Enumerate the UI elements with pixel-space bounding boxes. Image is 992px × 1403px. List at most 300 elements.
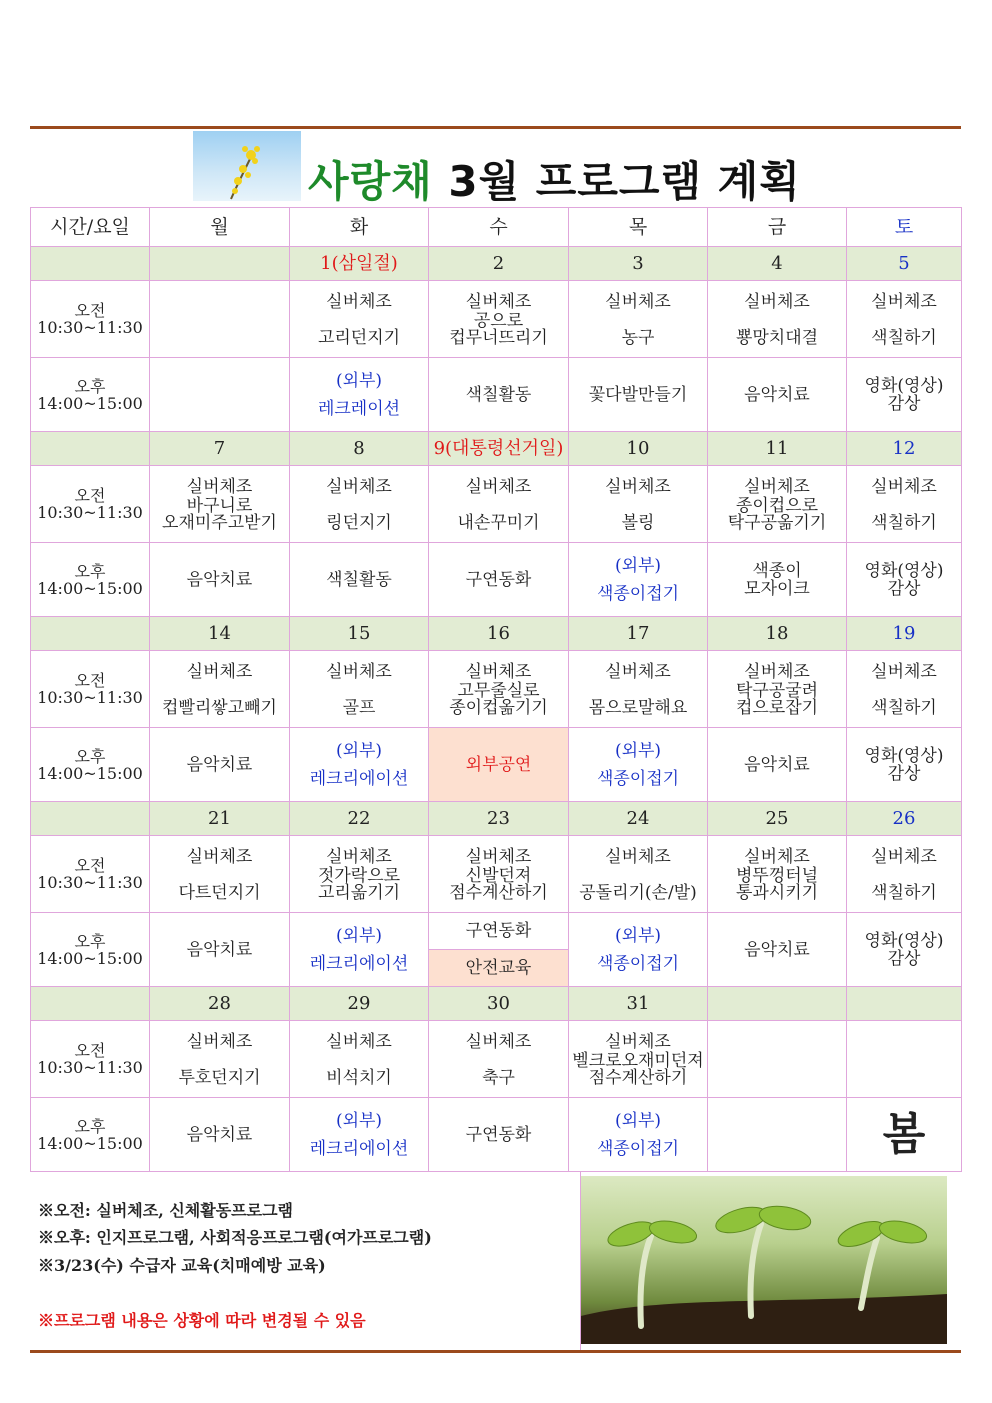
activity-line: 몸으로말해요	[588, 698, 688, 718]
date-cell: 28	[150, 987, 290, 1021]
activity-exercise: 실버체조	[871, 662, 937, 682]
activity-name	[178, 1070, 260, 1087]
activity-exercise: 실버체조	[186, 477, 253, 497]
morning-cell-content	[429, 289, 568, 349]
external-activity-line: 색종이접기	[596, 953, 680, 974]
bottom-rule	[30, 1350, 961, 1353]
morning-cell-content	[569, 1029, 707, 1089]
afternoon-cell	[708, 358, 847, 432]
morning-cell-content	[429, 844, 568, 904]
morning-row	[31, 281, 962, 358]
external-activity-line: (외부)	[335, 1110, 383, 1131]
external-activity-line: (외부)	[614, 555, 662, 576]
morning-cell	[569, 1021, 708, 1098]
date-cell: 12	[847, 432, 962, 466]
morning-cell	[290, 651, 429, 728]
date-row-label	[31, 987, 150, 1021]
header	[30, 129, 961, 207]
morning-cell	[847, 651, 962, 728]
activity-exercise: 실버체조	[871, 847, 937, 867]
activity-name	[871, 330, 937, 347]
afternoon-cell	[847, 543, 962, 617]
time-label-line: 14:00~15:00	[37, 1133, 143, 1153]
time-label-line: 오전	[74, 671, 106, 690]
column-header: 월	[150, 208, 290, 247]
activity-exercise: 실버체조	[326, 847, 392, 867]
activity-line: 신발던져	[465, 866, 532, 886]
afternoon-cell	[708, 543, 847, 617]
date-cell: 29	[290, 987, 429, 1021]
activity-exercise: 실버체조	[465, 477, 532, 497]
afternoon-cell	[569, 728, 708, 802]
morning-cell-content	[429, 659, 568, 719]
afternoon-activity-line: 영화(영상)	[864, 745, 944, 766]
external-activity-line: (외부)	[335, 370, 383, 391]
time-label-line: 오전	[74, 1041, 106, 1060]
morning-cell-content	[290, 289, 428, 349]
activity-name	[162, 700, 277, 717]
morning-time-label	[31, 466, 150, 543]
activity-exercise: 실버체조	[744, 662, 810, 682]
morning-cell-content	[847, 289, 961, 349]
time-label-line: 오전	[74, 856, 106, 875]
morning-cell	[429, 1021, 569, 1098]
afternoon-activity-line: 모자이크	[744, 578, 810, 599]
activity-line: 탁구공굴려	[735, 681, 819, 701]
activity-exercise: 실버체조	[465, 1032, 532, 1052]
date-cell: 15	[290, 617, 429, 651]
afternoon-cell	[847, 913, 962, 987]
activity-name	[326, 515, 392, 532]
date-cell: 25	[708, 802, 847, 836]
morning-cell	[569, 466, 708, 543]
afternoon-activity-line: 구연동화	[465, 569, 532, 590]
activity-line: 컵빨리쌓고빼기	[162, 698, 277, 718]
morning-cell	[569, 281, 708, 358]
morning-cell	[150, 466, 290, 543]
morning-cell	[429, 281, 569, 358]
external-activity-line: (외부)	[614, 1110, 662, 1131]
date-cell: 23	[429, 802, 569, 836]
external-activity-line: 색종이접기	[596, 768, 680, 789]
afternoon-activity-line: 음악치료	[186, 939, 253, 960]
activity-line: 젓가락으로	[317, 866, 401, 886]
activity-line: 공돌리기(손/발)	[579, 883, 697, 903]
activity-name	[318, 868, 400, 902]
afternoon-cell	[429, 913, 569, 987]
afternoon-row	[31, 913, 962, 987]
title-rest: 3월 프로그램 계획	[432, 157, 801, 206]
activity-line: 종이컵옮기기	[449, 698, 548, 718]
afternoon-cell	[569, 358, 708, 432]
afternoon-activity-line: 영화(영상)	[864, 375, 944, 396]
activity-exercise: 실버체조	[605, 1032, 671, 1052]
morning-cell	[429, 466, 569, 543]
time-label-line: 오후	[74, 746, 106, 766]
activity-line: 색칠하기	[871, 883, 937, 903]
activity-line: 점수계산하기	[588, 1068, 688, 1088]
afternoon-cell	[429, 543, 569, 617]
activity-name	[449, 313, 548, 347]
activity-line: 오재미주고받기	[162, 513, 277, 533]
title-brand: 사랑채	[308, 157, 433, 206]
time-label-line: 10:30~11:30	[37, 873, 143, 892]
activity-line: 내손꾸미기	[457, 513, 540, 533]
activity-name	[871, 515, 937, 532]
external-activity-line: 색종이접기	[596, 1138, 680, 1159]
date-cell: 14	[150, 617, 290, 651]
morning-cell	[708, 281, 847, 358]
afternoon-cell	[569, 543, 708, 617]
activity-line: 볼링	[621, 513, 655, 533]
date-row	[31, 247, 962, 281]
activity-exercise: 실버체조	[744, 292, 810, 312]
afternoon-activity-highlight: 안전교육	[429, 950, 568, 986]
date-cell: 24	[569, 802, 708, 836]
date-row-label	[31, 802, 150, 836]
morning-cell-content	[569, 659, 707, 719]
time-label-line: 10:30~11:30	[37, 503, 143, 522]
time-label-line: 오전	[74, 301, 106, 320]
activity-name	[572, 1053, 703, 1087]
morning-cell-content	[429, 474, 568, 534]
morning-row	[31, 1021, 962, 1098]
activity-name	[178, 885, 260, 902]
afternoon-cell	[290, 358, 429, 432]
morning-cell	[150, 836, 290, 913]
activity-line: 바구니로	[186, 496, 253, 516]
morning-cell-content	[150, 1029, 289, 1089]
date-cell: 18	[708, 617, 847, 651]
external-activity-line: 레크리에이션	[309, 953, 409, 974]
afternoon-cell	[569, 913, 708, 987]
date-cell: 21	[150, 802, 290, 836]
activity-name	[589, 700, 688, 717]
morning-cell	[150, 281, 290, 358]
activity-line: 비석치기	[326, 1068, 392, 1088]
morning-cell-content	[150, 844, 289, 904]
activity-name	[449, 868, 548, 902]
afternoon-cell	[708, 1098, 847, 1172]
column-header: 화	[290, 208, 429, 247]
activity-line: 고리던지기	[317, 328, 401, 348]
column-header: 금	[708, 208, 847, 247]
morning-cell-content	[708, 289, 846, 349]
morning-cell	[429, 836, 569, 913]
morning-cell	[429, 651, 569, 728]
morning-time-label	[31, 836, 150, 913]
morning-cell-content	[290, 1029, 428, 1089]
activity-exercise: 실버체조	[744, 477, 810, 497]
external-activity-line: 레크리에이션	[309, 1138, 409, 1159]
afternoon-cell	[847, 358, 962, 432]
afternoon-cell	[150, 1098, 290, 1172]
header-row	[31, 208, 962, 247]
activity-exercise: 실버체조	[605, 662, 671, 682]
morning-cell-content	[847, 844, 961, 904]
afternoon-activity-line: 영화(영상)	[864, 560, 944, 581]
morning-cell-content	[708, 659, 846, 719]
date-cell: 22	[290, 802, 429, 836]
activity-name	[326, 1070, 392, 1087]
activity-name	[736, 330, 818, 347]
date-cell: 4	[708, 247, 847, 281]
morning-cell	[708, 1021, 847, 1098]
morning-cell	[569, 651, 708, 728]
afternoon-activity-line: 음악치료	[186, 754, 253, 775]
morning-cell-content	[569, 289, 707, 349]
date-cell: 10	[569, 432, 708, 466]
afternoon-activity-line: 감상	[887, 948, 921, 969]
afternoon-row	[31, 358, 962, 432]
time-label-line: 14:00~15:00	[37, 578, 143, 598]
activity-line: 탁구공옮기기	[727, 513, 827, 533]
external-activity-line: 레크레이션	[317, 398, 401, 419]
date-cell: 19	[847, 617, 962, 651]
activity-line: 뿅망치대결	[735, 328, 819, 348]
morning-time-label	[31, 651, 150, 728]
activity-line: 농구	[621, 328, 655, 348]
morning-cell-content	[708, 844, 846, 904]
activity-exercise: 실버체조	[871, 292, 937, 312]
activity-name	[343, 700, 376, 717]
time-label-line: 오후	[74, 561, 106, 581]
afternoon-activity-line: 영화(영상)	[864, 930, 944, 951]
column-header: 수	[429, 208, 569, 247]
external-activity-line: (외부)	[335, 740, 383, 761]
morning-cell-content	[150, 474, 289, 534]
time-label-line: 14:00~15:00	[37, 948, 143, 968]
date-cell	[150, 247, 290, 281]
afternoon-cell	[290, 1098, 429, 1172]
activity-line: 링던지기	[326, 513, 392, 533]
morning-row	[31, 651, 962, 728]
activity-exercise: 실버체조	[465, 847, 532, 867]
morning-cell-content	[290, 844, 428, 904]
afternoon-activity-line: 음악치료	[744, 939, 810, 960]
date-cell: 2	[429, 247, 569, 281]
activity-exercise: 실버체조	[326, 662, 392, 682]
afternoon-cell	[847, 728, 962, 802]
time-label-line: 10:30~11:30	[37, 688, 143, 707]
afternoon-activity-line: 감상	[887, 393, 921, 414]
afternoon-cell	[290, 728, 429, 802]
afternoon-cell	[708, 913, 847, 987]
activity-exercise: 실버체조	[326, 477, 392, 497]
date-cell: 31	[569, 987, 708, 1021]
external-activity-line: (외부)	[335, 925, 383, 946]
date-row	[31, 432, 962, 466]
time-label-line: 오전	[74, 486, 106, 505]
afternoon-activity-line: 색칠활동	[326, 569, 392, 590]
afternoon-activity-line: 색칠활동	[465, 384, 532, 405]
morning-cell	[569, 836, 708, 913]
activity-name	[622, 515, 655, 532]
afternoon-activity-line: 감상	[887, 763, 921, 784]
date-cell: 30	[429, 987, 569, 1021]
afternoon-time-label	[31, 543, 150, 617]
note-warning: ※프로그램 내용은 상황에 따라 변경될 수 있음	[38, 1311, 366, 1330]
date-cell: 9(대통령선거일)	[429, 432, 569, 466]
morning-cell-content	[290, 659, 428, 719]
date-row-label	[31, 617, 150, 651]
date-cell: 11	[708, 432, 847, 466]
activity-exercise: 실버체조	[605, 292, 671, 312]
activity-name	[622, 330, 655, 347]
morning-cell	[290, 1021, 429, 1098]
date-row-label	[31, 432, 150, 466]
column-header: 목	[569, 208, 708, 247]
date-cell: 17	[569, 617, 708, 651]
sprout-photo	[581, 1176, 947, 1344]
afternoon-cell	[150, 913, 290, 987]
morning-cell-content	[847, 474, 961, 534]
date-cell: 8	[290, 432, 429, 466]
morning-cell-content	[290, 474, 428, 534]
date-cell: 16	[429, 617, 569, 651]
morning-row	[31, 836, 962, 913]
afternoon-time-label	[31, 728, 150, 802]
activity-line: 컵으로잡기	[735, 698, 819, 718]
afternoon-cell	[429, 358, 569, 432]
date-cell: 5	[847, 247, 962, 281]
afternoon-time-label	[31, 358, 150, 432]
time-label-line: 14:00~15:00	[37, 393, 143, 413]
activity-line: 투호던지기	[178, 1068, 261, 1088]
external-activity-line: 레크리에이션	[309, 768, 409, 789]
activity-line: 색칠하기	[871, 328, 937, 348]
date-cell	[847, 987, 962, 1021]
forsythia-photo	[193, 131, 301, 201]
activity-line: 골프	[342, 698, 376, 718]
morning-cell	[150, 651, 290, 728]
morning-cell	[290, 281, 429, 358]
morning-time-label	[31, 1021, 150, 1098]
morning-cell	[847, 836, 962, 913]
activity-name	[871, 885, 937, 902]
activity-exercise: 실버체조	[605, 847, 671, 867]
activity-line: 공으로	[473, 311, 524, 331]
morning-cell	[290, 836, 429, 913]
activity-exercise: 실버체조	[465, 292, 532, 312]
column-header: 시간/요일	[31, 208, 150, 247]
page-title	[308, 149, 801, 209]
date-row-label	[31, 247, 150, 281]
activity-name	[728, 498, 827, 532]
activity-line: 통과시키기	[735, 883, 819, 903]
activity-line: 병뚜껑터널	[735, 866, 819, 886]
afternoon-activity-line: 색종이	[752, 560, 802, 581]
activity-name	[482, 1070, 515, 1087]
activity-line: 색칠하기	[871, 698, 937, 718]
morning-cell-content	[569, 844, 707, 904]
activity-name	[457, 515, 539, 532]
activity-exercise: 실버체조	[186, 847, 253, 867]
activity-exercise: 실버체조	[186, 662, 253, 682]
activity-line: 축구	[482, 1068, 515, 1088]
activity-line: 점수계산하기	[449, 883, 548, 903]
spring-calligraphy: 봄	[882, 1108, 926, 1160]
afternoon-cell	[429, 1098, 569, 1172]
external-activity-line: (외부)	[614, 740, 662, 761]
morning-cell	[847, 1021, 962, 1098]
afternoon-activity-line: 감상	[887, 578, 921, 599]
date-row	[31, 987, 962, 1021]
note-education: ※3/23(수) 수급자 교육(치매예방 교육)	[38, 1256, 326, 1275]
activity-exercise: 실버체조	[326, 292, 392, 312]
afternoon-time-label	[31, 1098, 150, 1172]
note-morning: ※오전: 실버체조, 신체활동프로그램	[38, 1201, 294, 1220]
afternoon-cell	[150, 728, 290, 802]
afternoon-activity: 구연동화	[429, 913, 568, 950]
date-row	[31, 802, 962, 836]
notes-panel	[30, 1172, 581, 1350]
afternoon-activity-line: 꽃다발만들기	[588, 384, 688, 405]
date-cell: 26	[847, 802, 962, 836]
activity-line: 종이컵으로	[735, 496, 819, 516]
activity-name	[449, 683, 548, 717]
afternoon-activity-line: 음악치료	[186, 569, 253, 590]
activity-name	[736, 868, 818, 902]
afternoon-cell	[847, 1098, 962, 1172]
date-cell: 7	[150, 432, 290, 466]
afternoon-row	[31, 1098, 962, 1172]
afternoon-activity-line: 구연동화	[465, 1124, 532, 1145]
activity-name	[871, 700, 937, 717]
morning-cell-content	[429, 1029, 568, 1089]
morning-cell	[290, 466, 429, 543]
morning-row	[31, 466, 962, 543]
activity-exercise: 실버체조	[605, 477, 671, 497]
afternoon-activity-line: 음악치료	[744, 384, 810, 405]
activity-exercise: 실버체조	[186, 1032, 253, 1052]
time-label-line: 오후	[74, 376, 106, 396]
time-label-line: 14:00~15:00	[37, 763, 143, 783]
column-header: 토	[847, 208, 962, 247]
date-cell	[708, 987, 847, 1021]
activity-exercise: 실버체조	[326, 1032, 392, 1052]
date-cell: 1(삼일절)	[290, 247, 429, 281]
activity-exercise: 실버체조	[744, 847, 810, 867]
time-label-line: 10:30~11:30	[37, 1058, 143, 1077]
time-label-line: 오후	[74, 1116, 106, 1136]
activity-exercise: 실버체조	[465, 662, 532, 682]
morning-time-label	[31, 281, 150, 358]
schedule-table	[30, 207, 962, 1172]
activity-line: 색칠하기	[871, 513, 937, 533]
activity-name	[579, 885, 697, 902]
afternoon-cell	[569, 1098, 708, 1172]
date-cell: 3	[569, 247, 708, 281]
afternoon-activity-line: 음악치료	[186, 1124, 253, 1145]
afternoon-cell	[290, 543, 429, 617]
time-label-line: 10:30~11:30	[37, 318, 143, 337]
afternoon-activity-line: 음악치료	[744, 754, 810, 775]
afternoon-cell	[290, 913, 429, 987]
activity-line: 다트던지기	[178, 883, 261, 903]
activity-line: 컵무너뜨리기	[449, 328, 548, 348]
split-cell	[429, 913, 568, 986]
afternoon-time-label	[31, 913, 150, 987]
morning-cell	[708, 466, 847, 543]
afternoon-row	[31, 728, 962, 802]
date-row	[31, 617, 962, 651]
activity-name	[736, 683, 818, 717]
note-afternoon: ※오후: 인지프로그램, 사회적응프로그램(여가프로그램)	[38, 1228, 432, 1247]
morning-cell	[847, 281, 962, 358]
activity-name	[318, 330, 400, 347]
activity-exercise: 실버체조	[871, 477, 937, 497]
